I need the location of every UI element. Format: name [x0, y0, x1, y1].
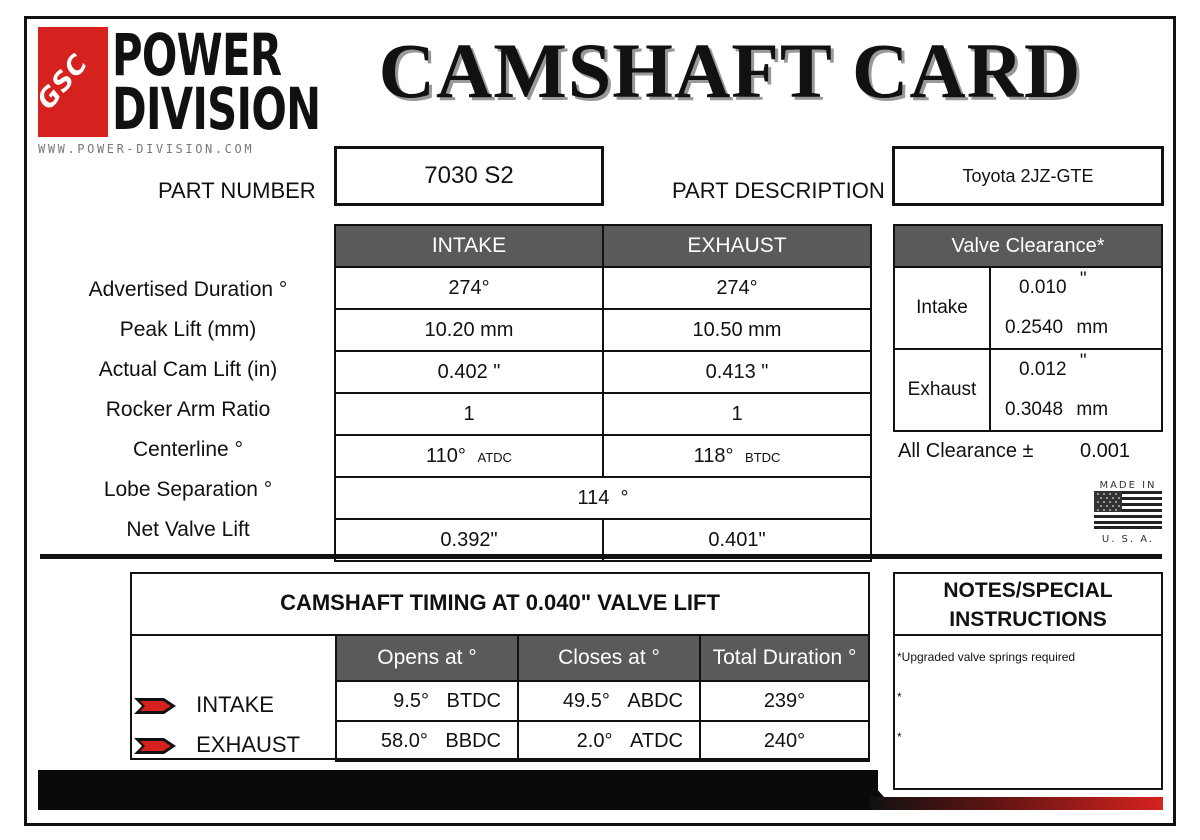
part-number-box	[334, 146, 604, 206]
row-label-actual-cam-lift: Actual Cam Lift (in)	[98, 358, 278, 381]
table-row	[335, 435, 871, 477]
centerline-exhaust	[603, 435, 871, 477]
exhaust-closes-value: 2.0°	[576, 729, 613, 752]
notes-title-line2: INSTRUCTIONS	[949, 608, 1107, 631]
cam-spec-table	[334, 224, 872, 562]
clearance-intake-label: Intake	[894, 267, 990, 349]
red-arrow-icon	[134, 738, 176, 754]
net-valve-lift-intake: 0.392"	[335, 519, 603, 561]
table-row	[335, 351, 871, 393]
exhaust-closes	[518, 721, 700, 761]
row-label-net-valve-lift: Net Valve Lift	[126, 518, 250, 541]
part-description-label: PART DESCRIPTION	[672, 178, 885, 203]
table-row	[335, 267, 871, 309]
valve-clearance-table	[893, 224, 1163, 432]
intake-opens	[336, 681, 518, 721]
table-row	[894, 349, 1162, 390]
table-row	[894, 267, 1162, 308]
notes-title-line1: NOTES/SPECIAL	[943, 579, 1113, 602]
intake-closes-value: 49.5°	[562, 689, 610, 712]
clearance-intake-mm	[990, 308, 1162, 349]
row-label-advertised-duration: Advertised Duration °	[88, 278, 288, 301]
advertised-duration-intake: 274°	[335, 267, 603, 309]
table-row	[336, 681, 869, 721]
section-divider	[40, 554, 1162, 559]
clearance-intake-mm-value: 0.2540	[1005, 317, 1064, 338]
part-number-label: PART NUMBER	[158, 178, 316, 203]
mm-unit: mm	[1076, 317, 1109, 338]
tolerance-value: 0.001	[1080, 440, 1131, 462]
usa-text: U. S. A.	[1101, 534, 1155, 545]
notes-title	[893, 572, 1163, 636]
red-arrow-icon	[134, 698, 176, 714]
timing-title: CAMSHAFT TIMING AT 0.040" VALVE LIFT	[280, 590, 720, 615]
tolerance-label: All Clearance ±	[898, 440, 1034, 462]
logo-url: WWW.POWER-DIVISION.COM	[38, 142, 255, 156]
net-valve-lift-exhaust: 0.401"	[603, 519, 871, 561]
peak-lift-exhaust: 10.50 mm	[603, 309, 871, 351]
header-intake: INTAKE	[335, 225, 603, 267]
clearance-exhaust-mm-value: 0.3048	[1005, 399, 1064, 420]
rocker-ratio-intake: 1	[335, 393, 603, 435]
rocker-ratio-exhaust: 1	[603, 393, 871, 435]
gsc-logo-mark: GSC	[38, 27, 108, 137]
footer-gradient-bar	[870, 797, 1163, 810]
intake-closes	[518, 681, 700, 721]
footer-bar	[38, 770, 878, 810]
intake-opens-ref: BTDC	[446, 689, 501, 712]
centerline-intake-value: 110°	[426, 444, 466, 467]
row-label-rocker-ratio: Rocker Arm Ratio	[105, 398, 271, 421]
centerline-intake-ref: ATDC	[477, 449, 512, 465]
intake-closes-ref: ABDC	[627, 689, 683, 712]
table-row	[336, 721, 869, 761]
part-description-box	[892, 146, 1164, 206]
inch-unit: "	[1079, 351, 1087, 372]
actual-cam-lift-exhaust: 0.413 "	[603, 351, 871, 393]
logo-division-text: DIVISION	[112, 75, 321, 143]
table-row	[335, 477, 871, 519]
clearance-exhaust-label: Exhaust	[894, 349, 990, 431]
clearance-exhaust-inch	[990, 349, 1162, 390]
note-line-3: *	[897, 730, 902, 744]
actual-cam-lift-intake: 0.402 "	[335, 351, 603, 393]
mm-unit: mm	[1076, 399, 1109, 420]
header-exhaust: EXHAUST	[603, 225, 871, 267]
timing-table	[335, 634, 870, 762]
timing-row-intake	[134, 692, 274, 718]
advertised-duration-exhaust: 274°	[603, 267, 871, 309]
exhaust-opens	[336, 721, 518, 761]
timing-exhaust-label: EXHAUST	[196, 732, 301, 757]
centerline-exhaust-ref: BTDC	[745, 449, 781, 465]
inch-unit: "	[1079, 269, 1087, 290]
row-label-centerline: Centerline °	[133, 438, 243, 461]
timing-header-rule	[130, 634, 335, 636]
clearance-exhaust-mm	[990, 390, 1162, 431]
part-description-value: Toyota 2JZ-GTE	[962, 165, 1094, 186]
header-closes-at: Closes at °	[518, 635, 700, 681]
timing-row-exhaust	[134, 732, 300, 758]
centerline-exhaust-value: 118°	[693, 444, 734, 467]
table-row	[335, 393, 871, 435]
intake-duration: 239°	[700, 681, 869, 721]
exhaust-duration: 240°	[700, 721, 869, 761]
row-label-lobe-separation: Lobe Separation °	[103, 478, 273, 501]
clearance-exhaust-inch-value: 0.012	[1019, 359, 1067, 380]
note-line-2: *	[897, 690, 902, 704]
header-total-duration: Total Duration °	[700, 635, 869, 681]
valve-clearance-header: Valve Clearance*	[894, 225, 1162, 267]
lobe-separation-value: 114 °	[335, 477, 871, 519]
made-in-usa-badge	[1094, 480, 1162, 545]
made-in-text: MADE IN	[1099, 480, 1157, 491]
centerline-intake	[335, 435, 603, 477]
clearance-intake-inch	[990, 267, 1162, 308]
exhaust-opens-ref: BBDC	[445, 729, 501, 752]
exhaust-opens-value: 58.0°	[380, 729, 428, 752]
part-number-value: 7030 S2	[424, 162, 514, 189]
clearance-intake-inch-value: 0.010	[1019, 277, 1067, 298]
card-title: CAMSHAFT CARD	[378, 27, 1082, 114]
table-row	[335, 309, 871, 351]
intake-opens-value: 9.5°	[393, 689, 429, 712]
timing-intake-label: INTAKE	[196, 692, 274, 717]
us-flag-icon	[1094, 491, 1162, 529]
row-label-peak-lift: Peak Lift (mm)	[119, 318, 257, 341]
exhaust-closes-ref: ATDC	[630, 729, 683, 752]
note-line-1: *Upgraded valve springs required	[897, 650, 1076, 664]
logo-power-text: POWER	[112, 21, 282, 89]
peak-lift-intake: 10.20 mm	[335, 309, 603, 351]
header-opens-at: Opens at °	[336, 635, 518, 681]
